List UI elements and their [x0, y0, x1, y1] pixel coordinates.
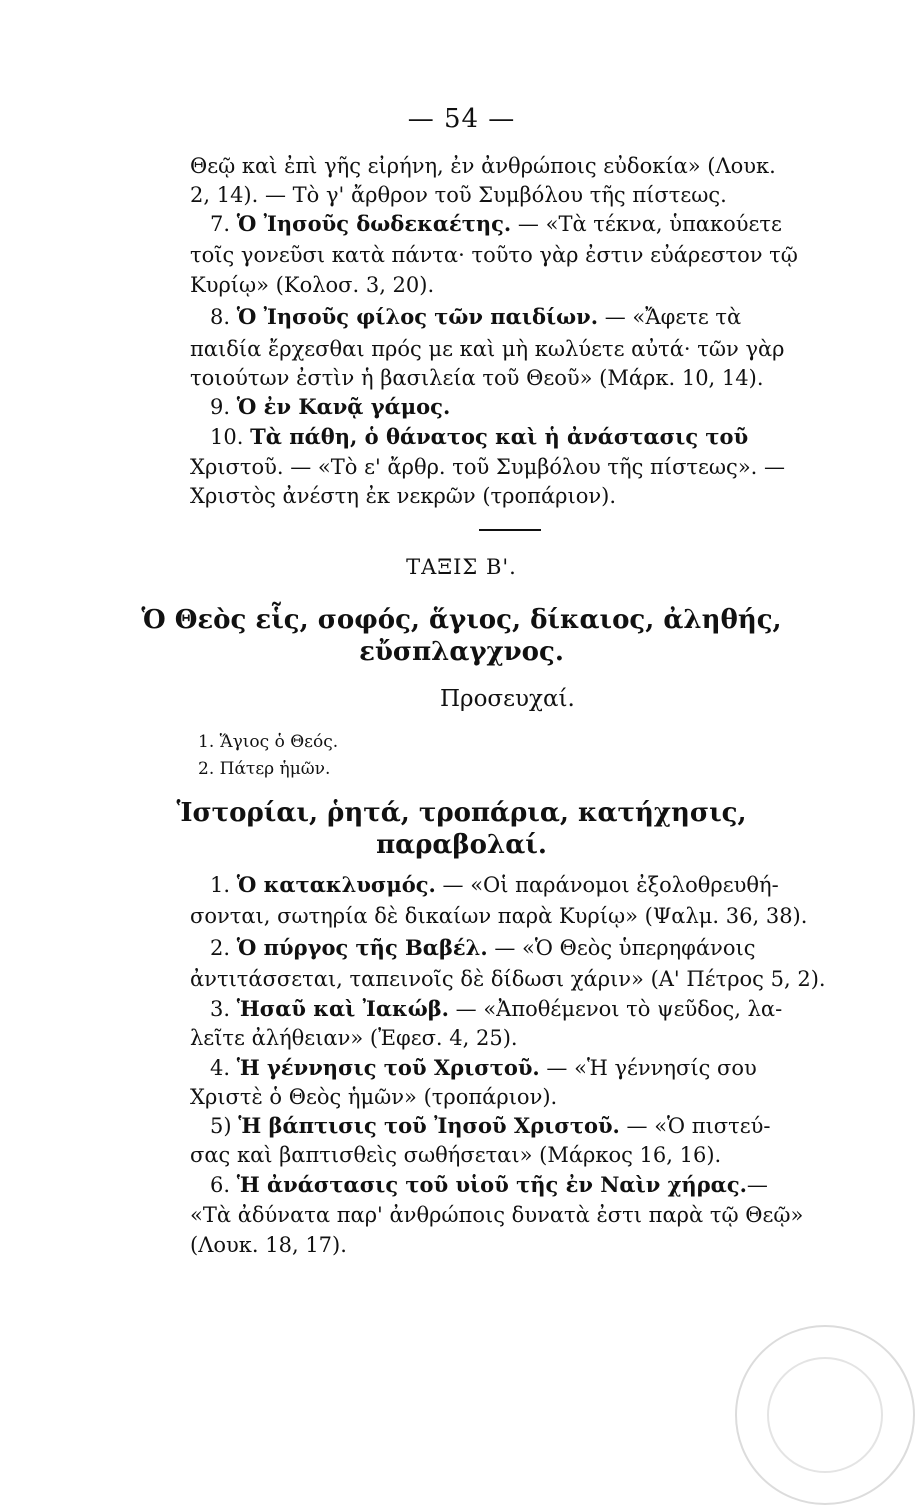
text-line	[190, 1024, 518, 1052]
item-title: Τὰ πάθη, ὁ θάνατος καὶ ἡ ἀνάστασις τοῦ	[250, 424, 749, 449]
text-line	[190, 181, 727, 209]
line-text: σας καὶ βαπτισθεὶς σωθήσεται» (Μάρκος 16, 16).	[190, 1143, 722, 1167]
text-line	[190, 1083, 557, 1111]
item-text: — «Ἀποθέμενοι τὸ ψεῦδος, λα-	[448, 997, 783, 1021]
line-text: ἀντιτάσσεται, ταπεινοῖς δὲ δίδωσι χάριν» (Α' Πέτρος 5, 2).	[190, 967, 826, 991]
item-title: Ὁ κατακλυσμός.	[236, 872, 436, 897]
line-text: (Λουκ. 18, 17).	[190, 1233, 347, 1257]
text-line	[190, 453, 785, 481]
item-text: — «Ἡ γέννησίς σου	[539, 1056, 757, 1080]
item-number: 7.	[210, 212, 231, 236]
prayer-item: 1. Ἅγιος ὁ Θεός.	[198, 732, 339, 752]
item-title: Ὁ Ἰησοῦς δωδεκαέτης.	[236, 211, 512, 236]
item-text: — «Οἱ παράνομοι ἐξολοθρευθή-	[435, 873, 779, 897]
item-text: — «Ὁ πιστεύ-	[619, 1114, 771, 1138]
seal-inner-ring	[767, 1357, 883, 1473]
line-text: λεῖτε ἀλήθειαν» (Ἐφεσ. 4, 25).	[190, 1026, 518, 1050]
prayer-item: 2. Πάτερ ἡμῶν.	[198, 759, 331, 779]
section-divider	[479, 529, 541, 531]
list-item	[210, 871, 779, 899]
line-text: Θεῷ καὶ ἐπὶ γῆς εἰρήνη, ἐν ἀνθρώποις εὐδοκία» (Λουκ.	[190, 154, 776, 178]
text-line	[190, 152, 776, 180]
text-line	[190, 482, 616, 510]
item-number: 2.	[210, 936, 231, 960]
line-text: Χριστὸς ἀνέστη ἐκ νεκρῶν (τροπάριον).	[190, 484, 616, 508]
list-item	[210, 1054, 757, 1082]
text-line	[190, 271, 434, 299]
item-text: — «Τὰ τέκνα, ὑπακούετε	[511, 212, 782, 236]
text-line	[190, 965, 826, 993]
section-title-continued: παραβολαί.	[376, 830, 547, 860]
library-seal-watermark	[735, 1325, 915, 1505]
list-item	[210, 1171, 768, 1199]
list-item	[210, 303, 741, 331]
text-line	[190, 1231, 347, 1259]
item-title: Ἡ ἀνάστασις τοῦ υἱοῦ τῆς ἐν Ναὶν χήρας.	[236, 1172, 747, 1197]
item-number: 6.	[210, 1173, 231, 1197]
text-line	[190, 1141, 721, 1169]
text-line	[190, 335, 785, 363]
text-line	[190, 241, 798, 269]
line-text: 2, 14). — Τὸ γ' ἄρθρον τοῦ Συμβόλου τῆς πίστεως.	[190, 183, 727, 207]
item-text: — «Ὁ Θεὸς ὑπερηφάνοις	[487, 936, 756, 960]
item-number: 5)	[210, 1114, 232, 1138]
section-title: Ὁ Θεὸς εἷς, σοφός, ἅγιος, δίκαιος, ἀληθής,	[141, 605, 782, 635]
text-line	[190, 1201, 803, 1229]
item-title: Ὁ ἐν Κανᾷ γάμος.	[236, 394, 451, 419]
list-item	[210, 995, 782, 1023]
list-item	[210, 423, 748, 451]
item-text: —	[746, 1173, 768, 1197]
list-item	[210, 1112, 771, 1140]
item-title: Ὁ Ἰησοῦς φίλος τῶν παιδίων.	[236, 304, 599, 329]
item-title: Ὁ πύργος τῆς Βαβέλ.	[236, 935, 488, 960]
line-text: τοιούτων ἐστὶν ἡ βασιλεία τοῦ Θεοῦ» (Μάρκ. 10, 14).	[190, 366, 764, 390]
item-number: 10.	[210, 425, 244, 449]
line-text: τοῖς γονεῦσι κατὰ πάντα· τοῦτο γὰρ ἐστιν εὐάρεστον τῷ	[190, 243, 798, 267]
line-text: παιδία ἔρχεσθαι πρός με καὶ μὴ κωλύετε αὐτά· τῶν γὰρ	[190, 337, 785, 361]
section-title: Ἱστορίαι, ῥητά, τροπάρια, κατήχησις,	[176, 798, 747, 828]
page-number: — 54 —	[407, 104, 516, 134]
item-title: Ἡσαῦ καὶ Ἰακώβ.	[236, 996, 449, 1021]
section-title-continued: εὔσπλαγχνος.	[359, 637, 564, 667]
list-item	[210, 934, 755, 962]
line-text: Κυρίῳ» (Κολοσ. 3, 20).	[190, 273, 435, 297]
item-title: Ἡ γέννησις τοῦ Χριστοῦ.	[236, 1055, 540, 1080]
prayers-heading: Προσευχαί.	[440, 686, 575, 712]
class-heading: ΤΑΞΙΣ Β'.	[406, 555, 517, 579]
item-text: — «Ἄφετε τὰ	[598, 305, 742, 329]
item-title: Ἡ βάπτισις τοῦ Ἰησοῦ Χριστοῦ.	[238, 1113, 620, 1138]
text-line	[190, 364, 764, 392]
item-number: 9.	[210, 395, 231, 419]
list-item	[210, 210, 782, 238]
line-text: Χριστὲ ὁ Θεὸς ἡμῶν» (τροπάριον).	[190, 1085, 558, 1109]
item-number: 8.	[210, 305, 231, 329]
line-text: Χριστοῦ. — «Τὸ ε' ἄρθρ. τοῦ Συμβόλου τῆς πίστεως». —	[190, 455, 786, 479]
item-number: 1.	[210, 873, 231, 897]
text-line	[190, 902, 807, 930]
item-number: 4.	[210, 1056, 231, 1080]
line-text: «Τὰ ἀδύνατα παρ' ἀνθρώποις δυνατὰ ἐστι παρὰ τῷ Θεῷ»	[190, 1203, 804, 1227]
item-number: 3.	[210, 997, 231, 1021]
list-item	[210, 393, 450, 421]
line-text: σονται, σωτηρία δὲ δικαίων παρὰ Κυρίῳ» (Ψαλμ. 36, 38).	[190, 904, 808, 928]
